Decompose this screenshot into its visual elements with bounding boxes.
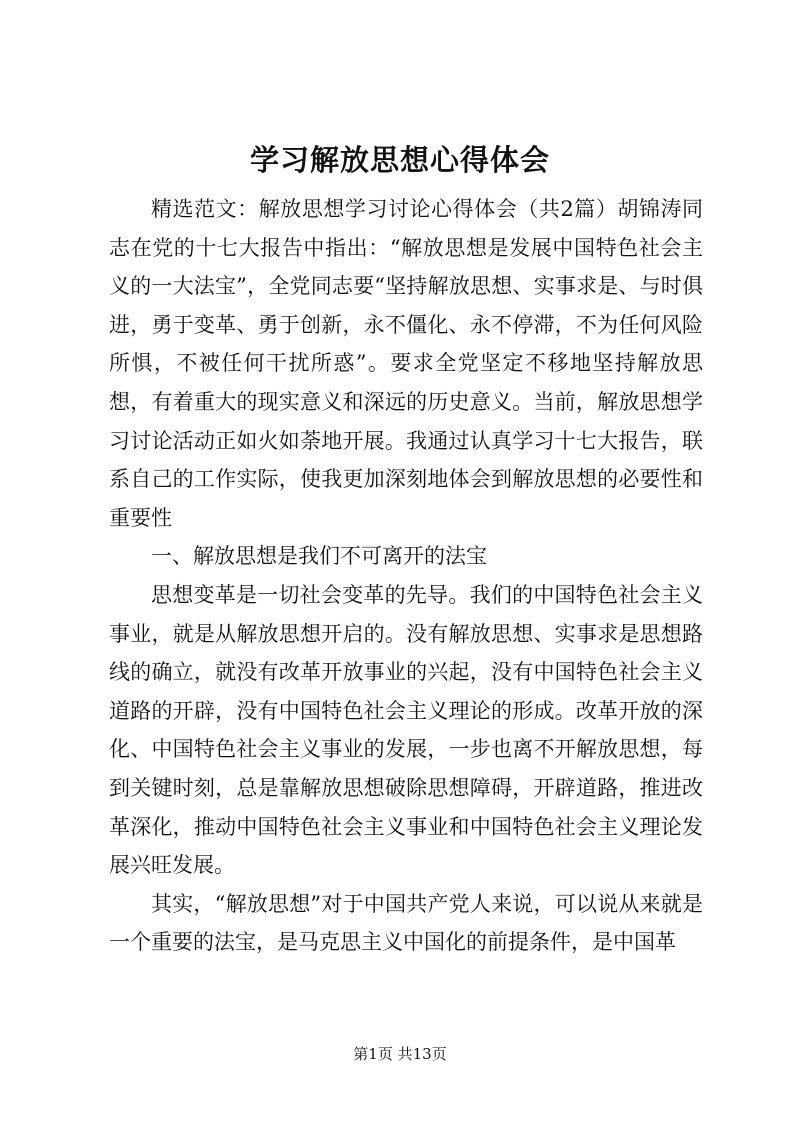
document-title: 学习解放思想心得体会 (249, 143, 550, 177)
paragraph-section-1: 思想变革是一切社会变革的先导。我们的中国特色社会主义事业，就是从解放思想开启的。没有解放思想、实事求是思想路线的确立，就没有改革开放事业的兴起，没有中国特色社会主义道路的开辟，没有中国特色社会主义理论的形成。改革开放的深化、中国特色社会主义事业的发展，一步也离不开解放思想，每到关键时刻，总是靠解放思想破除思想障碍，开辟道路，推进改革深化，推动中国特色社会主义事业和中国特色社会主义理论发展兴旺发展。 (109, 582, 703, 878)
page-number-footer: 第1页 共13页 (353, 1045, 447, 1063)
paragraph-intro: 精选范文：解放思想学习讨论心得体会（共2篇）胡锦涛同志在党的十七大报告中指出：“解放思想是发展中国特色社会主义的一大法宝”，全党同志要“坚持解放思想、实事求是、与时俱进，勇于变革、勇于创新，永不僵化、永不停滞，不为任何风险所惧，不被任何干扰所惑”。要求全党坚定不移地坚持解放思想，有着重大的现实意义和深远的历史意义。当前，解放思想学习讨论活动正如火如荼地开展。我通过认真学习十七大报告，联系自己的工作实际，使我更加深刻地体会到解放思想的必要性和重要性 (109, 197, 703, 530)
paragraph-continued: 其实，“解放思想”对于中国共产党人来说，可以说从来就是一个重要的法宝，是马克思主义中国化的前提条件，是中国革 (109, 891, 703, 955)
document-body (109, 190, 703, 962)
section-heading-1: 一、解放思想是我们不可离开的法宝 (151, 544, 487, 569)
